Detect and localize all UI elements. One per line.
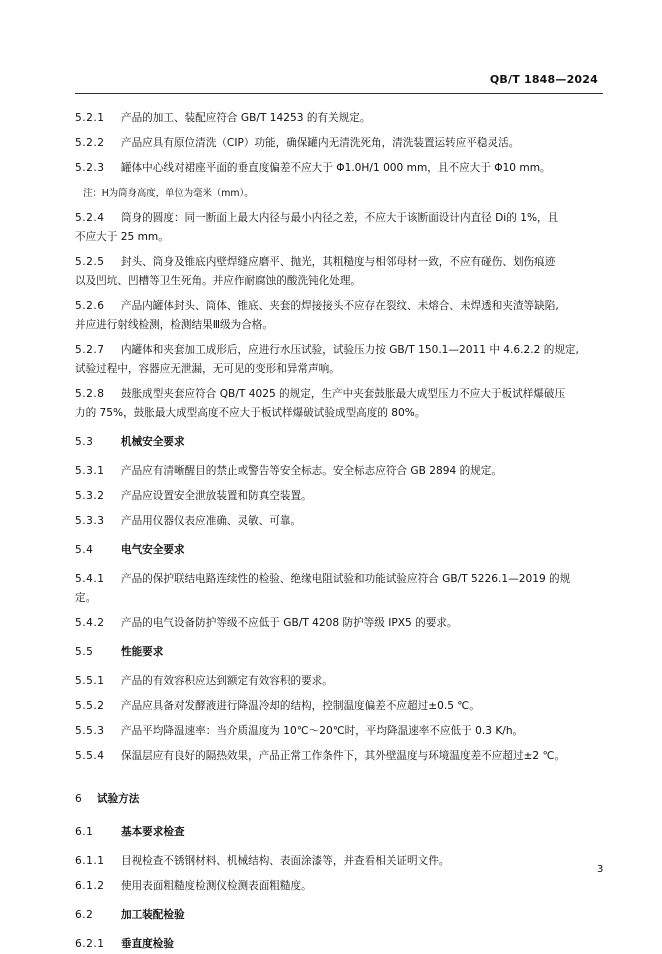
clause-5-5-1: 5.5.1 产品的有效容积应达到额定有效容积的要求。 xyxy=(75,675,333,687)
clause-6-1-2: 6.1.2 使用表面粗糙度检测仪检测表面粗糙度。 xyxy=(75,880,312,892)
clause-5-2-7-continuation: 试验过程中，容器应无泄漏，无可见的变形和异常声响。 xyxy=(75,363,340,375)
clause-5-5-2: 5.5.2 产品应具备对发酵液进行降温冷却的结构，控制温度偏差不应超过±0.5 ℃。 xyxy=(75,700,480,712)
clause-5-2-6: 5.2.6 产品内罐体封头、筒体、锥底、夹套的焊接接头不应存在裂纹、未熔合、未焊透和夹渣等缺陷, xyxy=(75,300,559,312)
clause-5-3-1: 5.3.1 产品应有清晰醒目的禁止或警告等安全标志。安全标志应符合 GB 2894 的规定。 xyxy=(75,465,502,477)
clause-5-5-3: 5.5.3 产品平均降温速率：当介质温度为 10℃～20℃时，平均降温速率不应低于 0.3 K/h。 xyxy=(75,725,524,737)
note-5-2-3: 注：H为筒身高度，单位为毫米（mm）。 xyxy=(83,188,254,199)
section-5-4-heading: 5.4 电气安全要求 xyxy=(75,544,185,556)
clause-5-4-1: 5.4.1 产品的保护联结电路连续性的检验、绝缘电阻试验和功能试验应符合 GB/T 5226.1—2019 的规 xyxy=(75,573,571,585)
document-body xyxy=(75,109,603,954)
chapter-6-heading: 6 试验方法 xyxy=(75,793,140,805)
clause-5-4-1-continuation: 定。 xyxy=(75,592,97,604)
clause-5-3-3: 5.3.3 产品用仪器仪表应准确、灵敏、可靠。 xyxy=(75,515,302,527)
standard-code-header: QB/T 1848—2024 xyxy=(489,73,598,86)
clause-5-2-5: 5.2.5 封头、筒身及锥底内壁焊缝应磨平、抛光，其粗糙度与相邻母材一致，不应有碰伤、划伤痕迹 xyxy=(75,256,556,268)
clause-5-2-7: 5.2.7 内罐体和夹套加工成形后，应进行水压试验，试验压力按 GB/T 150.1—2011 中 4.6.2.2 的规定, xyxy=(75,344,579,356)
section-6-1-heading: 6.1 基本要求检查 xyxy=(75,826,185,838)
clause-5-2-8: 5.2.8 鼓胀成型夹套应符合 QB/T 4025 的规定，生产中夹套鼓胀最大成型压力不应大于板试样爆破压 xyxy=(75,388,566,400)
section-5-5-heading: 5.5 性能要求 xyxy=(75,646,164,658)
clause-5-2-3: 5.2.3 罐体中心线对裙座平面的垂直度偏差不应大于 Φ1.0H/1 000 mm，且不应大于 Φ10 mm。 xyxy=(75,162,551,174)
clause-5-2-4: 5.2.4 筒身的圆度：同一断面上最大内径与最小内径之差，不应大于该断面设计内直径 Di的 1%，且 xyxy=(75,212,559,224)
clause-5-2-8-continuation: 力的 75%，鼓胀最大成型高度不应大于板试样爆破试验成型高度的 80%。 xyxy=(75,407,426,419)
section-6-2-heading: 6.2 加工装配检验 xyxy=(75,909,185,921)
clause-5-4-2: 5.4.2 产品的电气设备防护等级不应低于 GB/T 4208 防护等级 IPX5 的要求。 xyxy=(75,617,458,629)
clause-5-2-2: 5.2.2 产品应具有原位清洗（CIP）功能，确保罐内无清洗死角，清洗装置运转应平稳灵活。 xyxy=(75,137,520,149)
header-rule xyxy=(75,93,603,94)
page-number: 3 xyxy=(597,864,604,875)
clause-5-2-5-continuation: 以及凹坑、凹槽等卫生死角。并应作耐腐蚀的酸洗钝化处理。 xyxy=(75,275,362,287)
clause-5-2-1: 5.2.1 产品的加工、装配应符合 GB/T 14253 的有关规定。 xyxy=(75,112,371,124)
section-6-2-1-heading: 6.2.1 垂直度检验 xyxy=(75,938,174,950)
clause-6-1-1: 6.1.1 目视检查不锈钢材料、机械结构、表面涂漆等，并查看相关证明文件。 xyxy=(75,855,450,867)
clause-5-5-4: 5.5.4 保温层应有良好的隔热效果，产品正常工作条件下，其外壁温度与环境温度差不应超过±2 ℃。 xyxy=(75,750,566,762)
section-5-3-heading: 5.3 机械安全要求 xyxy=(75,436,185,448)
clause-5-3-2: 5.3.2 产品应设置安全泄放装置和防真空装置。 xyxy=(75,490,312,502)
clause-5-2-4-continuation: 不应大于 25 mm。 xyxy=(75,231,169,243)
clause-5-2-6-continuation: 并应进行射线检测，检测结果Ⅲ级为合格。 xyxy=(75,319,273,331)
